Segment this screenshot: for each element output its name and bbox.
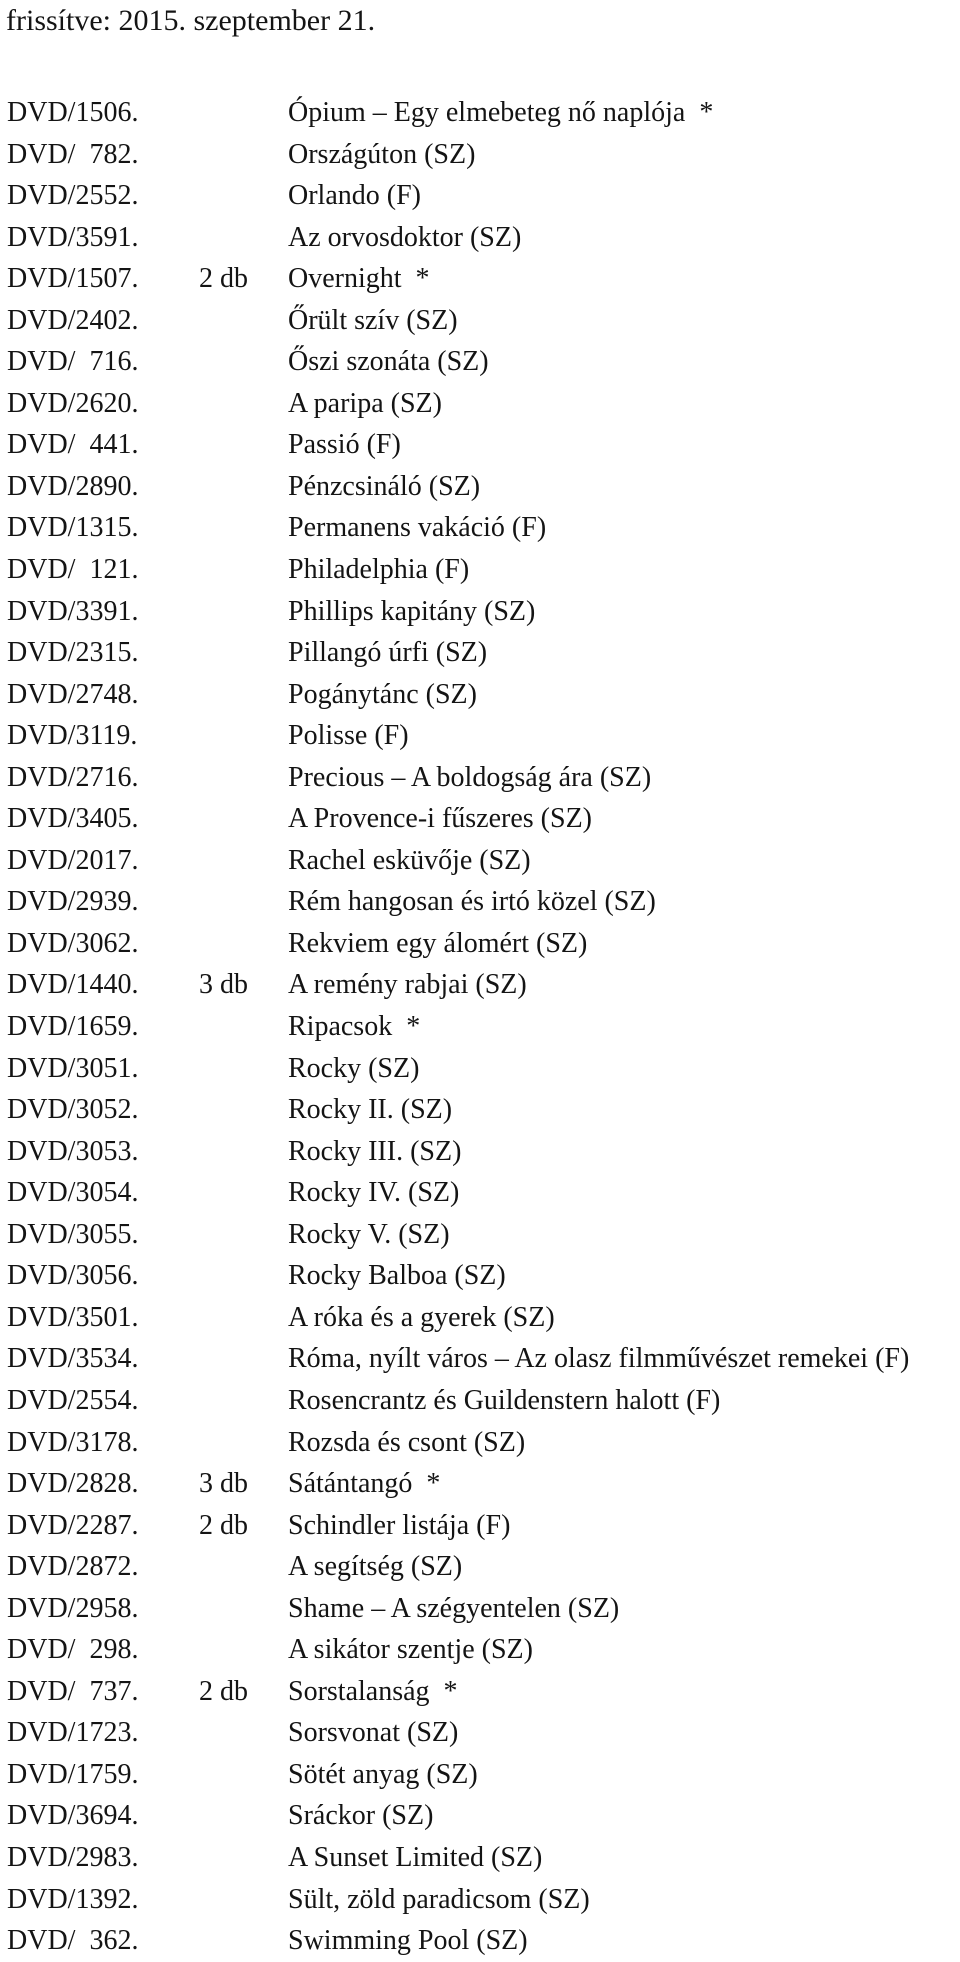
dvd-code: DVD/2554. bbox=[7, 1384, 139, 1416]
dvd-code: DVD/3501. bbox=[7, 1301, 139, 1333]
list-item bbox=[0, 466, 960, 508]
dvd-code: DVD/ 298. bbox=[7, 1634, 139, 1666]
dvd-code: DVD/2958. bbox=[7, 1592, 139, 1624]
list-item bbox=[0, 1422, 960, 1464]
film-title: Rocky II. (SZ) bbox=[288, 1094, 453, 1126]
film-title: A paripa (SZ) bbox=[288, 387, 442, 419]
dvd-code: DVD/1506. bbox=[7, 97, 139, 128]
dvd-code: DVD/1392. bbox=[7, 1883, 139, 1915]
dvd-code: DVD/3591. bbox=[7, 221, 139, 253]
list-item bbox=[0, 1712, 960, 1754]
copy-count: 3 db bbox=[199, 969, 248, 1001]
list-item bbox=[0, 1546, 960, 1588]
list-item bbox=[0, 549, 960, 591]
dvd-code: DVD/2287. bbox=[7, 1509, 139, 1541]
film-title: Overnight * bbox=[288, 263, 430, 295]
list-item bbox=[0, 258, 960, 300]
dvd-code: DVD/1723. bbox=[7, 1717, 139, 1749]
list-item bbox=[0, 383, 960, 425]
list-item bbox=[0, 1920, 960, 1962]
list-item bbox=[0, 757, 960, 799]
list-item bbox=[0, 217, 960, 259]
dvd-code: DVD/1659. bbox=[7, 1011, 139, 1043]
film-title: Sráckor (SZ) bbox=[288, 1800, 434, 1832]
list-item bbox=[0, 964, 960, 1006]
film-title: Swimming Pool (SZ) bbox=[288, 1925, 528, 1957]
dvd-code: DVD/ 362. bbox=[7, 1925, 139, 1957]
film-title: Precious – A boldogság ára (SZ) bbox=[288, 761, 652, 793]
film-title: A róka és a gyerek (SZ) bbox=[288, 1301, 555, 1333]
film-title: Rém hangosan és irtó közel (SZ) bbox=[288, 886, 656, 918]
film-title: Pogánytánc (SZ) bbox=[288, 678, 477, 710]
dvd-code: DVD/3062. bbox=[7, 927, 139, 959]
film-title: Országúton (SZ) bbox=[288, 138, 476, 170]
film-title: A Provence-i fűszeres (SZ) bbox=[288, 803, 593, 835]
film-title: Rocky (SZ) bbox=[288, 1052, 420, 1084]
film-title: Rocky Balboa (SZ) bbox=[288, 1260, 506, 1292]
list-item bbox=[0, 798, 960, 840]
dvd-code: DVD/2017. bbox=[7, 844, 139, 876]
list-item bbox=[0, 1505, 960, 1547]
list-item bbox=[0, 507, 960, 549]
list-item bbox=[0, 92, 960, 134]
list-item bbox=[0, 674, 960, 716]
dvd-code: DVD/ 441. bbox=[7, 429, 139, 461]
list-item bbox=[0, 1463, 960, 1505]
dvd-code: DVD/3054. bbox=[7, 1177, 139, 1209]
updated-date: frissítve: 2015. szeptember 21. bbox=[6, 4, 376, 37]
dvd-code: DVD/3694. bbox=[7, 1800, 139, 1832]
film-title: Rosencrantz és Guildenstern halott (F) bbox=[288, 1384, 721, 1416]
dvd-code: DVD/3053. bbox=[7, 1135, 139, 1167]
film-title: Ópium – Egy elmebeteg nő naplója * bbox=[288, 97, 714, 128]
list-item bbox=[0, 1214, 960, 1256]
dvd-code: DVD/3405. bbox=[7, 803, 139, 835]
film-title: Rekviem egy álomért (SZ) bbox=[288, 927, 588, 959]
list-item bbox=[0, 424, 960, 466]
film-title: Sátántangó * bbox=[288, 1468, 441, 1500]
list-item bbox=[0, 1380, 960, 1422]
film-title: Ripacsok * bbox=[288, 1011, 421, 1043]
list-item bbox=[0, 1048, 960, 1090]
list-item bbox=[0, 632, 960, 674]
list-item bbox=[0, 1588, 960, 1630]
list-item bbox=[0, 1255, 960, 1297]
dvd-code: DVD/ 782. bbox=[7, 138, 139, 170]
list-item bbox=[0, 923, 960, 965]
film-title: A Sunset Limited (SZ) bbox=[288, 1841, 543, 1873]
dvd-code: DVD/2552. bbox=[7, 180, 139, 212]
dvd-code: DVD/2983. bbox=[7, 1841, 139, 1873]
dvd-code: DVD/2748. bbox=[7, 678, 139, 710]
dvd-code: DVD/1440. bbox=[7, 969, 139, 1001]
dvd-code: DVD/3178. bbox=[7, 1426, 139, 1458]
dvd-code: DVD/1315. bbox=[7, 512, 139, 544]
dvd-code: DVD/1507. bbox=[7, 263, 139, 295]
dvd-code: DVD/3391. bbox=[7, 595, 139, 627]
film-title: A remény rabjai (SZ) bbox=[288, 969, 527, 1001]
film-title: A segítség (SZ) bbox=[288, 1551, 463, 1583]
film-title: Schindler listája (F) bbox=[288, 1509, 511, 1541]
film-title: Rocky IV. (SZ) bbox=[288, 1177, 460, 1209]
list-item bbox=[0, 1754, 960, 1796]
copy-count: 3 db bbox=[199, 1468, 248, 1500]
film-title: Passió (F) bbox=[288, 429, 401, 461]
film-title: Sötét anyag (SZ) bbox=[288, 1758, 478, 1790]
dvd-code: DVD/2620. bbox=[7, 387, 139, 419]
film-title: Shame – A szégyentelen (SZ) bbox=[288, 1592, 620, 1624]
dvd-code: DVD/3119. bbox=[7, 720, 138, 752]
dvd-code: DVD/3056. bbox=[7, 1260, 139, 1292]
dvd-code: DVD/3052. bbox=[7, 1094, 139, 1126]
list-item bbox=[0, 1671, 960, 1713]
film-title: Sorstalanság * bbox=[288, 1675, 458, 1707]
list-item bbox=[0, 1879, 960, 1921]
dvd-list bbox=[0, 92, 960, 1962]
film-title: Rocky III. (SZ) bbox=[288, 1135, 462, 1167]
film-title: Rocky V. (SZ) bbox=[288, 1218, 450, 1250]
film-title: Pénzcsináló (SZ) bbox=[288, 470, 481, 502]
film-title: Rachel esküvője (SZ) bbox=[288, 844, 531, 876]
dvd-code: DVD/ 737. bbox=[7, 1675, 139, 1707]
film-title: Az orvosdoktor (SZ) bbox=[288, 221, 522, 253]
copy-count: 2 db bbox=[199, 1675, 248, 1707]
dvd-code: DVD/2716. bbox=[7, 761, 139, 793]
dvd-code: DVD/2315. bbox=[7, 637, 139, 669]
dvd-code: DVD/3051. bbox=[7, 1052, 139, 1084]
list-item bbox=[0, 1629, 960, 1671]
list-item bbox=[0, 840, 960, 882]
film-title: Phillips kapitány (SZ) bbox=[288, 595, 536, 627]
dvd-code: DVD/2890. bbox=[7, 470, 139, 502]
list-item bbox=[0, 1172, 960, 1214]
dvd-code: DVD/2828. bbox=[7, 1468, 139, 1500]
film-title: Sült, zöld paradicsom (SZ) bbox=[288, 1883, 590, 1915]
dvd-code: DVD/1759. bbox=[7, 1758, 139, 1790]
list-item bbox=[0, 715, 960, 757]
list-item bbox=[0, 1795, 960, 1837]
film-title: Őrült szív (SZ) bbox=[288, 304, 458, 336]
dvd-code: DVD/2402. bbox=[7, 304, 139, 336]
dvd-code: DVD/2939. bbox=[7, 886, 139, 918]
list-item bbox=[0, 1006, 960, 1048]
list-item bbox=[0, 175, 960, 217]
film-title: A sikátor szentje (SZ) bbox=[288, 1634, 533, 1666]
film-title: Polisse (F) bbox=[288, 720, 409, 752]
dvd-code: DVD/ 121. bbox=[7, 554, 139, 586]
film-title: Rozsda és csont (SZ) bbox=[288, 1426, 526, 1458]
list-item bbox=[0, 341, 960, 383]
list-item bbox=[0, 591, 960, 633]
list-item bbox=[0, 881, 960, 923]
film-title: Philadelphia (F) bbox=[288, 554, 470, 586]
dvd-code: DVD/ 716. bbox=[7, 346, 139, 378]
list-item bbox=[0, 1297, 960, 1339]
film-title: Róma, nyílt város – Az olasz filmművészet remekei (F) bbox=[288, 1343, 910, 1375]
list-item bbox=[0, 300, 960, 342]
copy-count: 2 db bbox=[199, 263, 248, 295]
dvd-code: DVD/3055. bbox=[7, 1218, 139, 1250]
film-title: Permanens vakáció (F) bbox=[288, 512, 547, 544]
film-title: Orlando (F) bbox=[288, 180, 421, 212]
list-item bbox=[0, 134, 960, 176]
list-item bbox=[0, 1089, 960, 1131]
list-item bbox=[0, 1338, 960, 1380]
list-item bbox=[0, 1837, 960, 1879]
dvd-code: DVD/3534. bbox=[7, 1343, 139, 1375]
film-title: Pillangó úrfi (SZ) bbox=[288, 637, 488, 669]
dvd-code: DVD/2872. bbox=[7, 1551, 139, 1583]
list-item bbox=[0, 1131, 960, 1173]
film-title: Sorsvonat (SZ) bbox=[288, 1717, 459, 1749]
copy-count: 2 db bbox=[199, 1509, 248, 1541]
film-title: Őszi szonáta (SZ) bbox=[288, 346, 489, 378]
